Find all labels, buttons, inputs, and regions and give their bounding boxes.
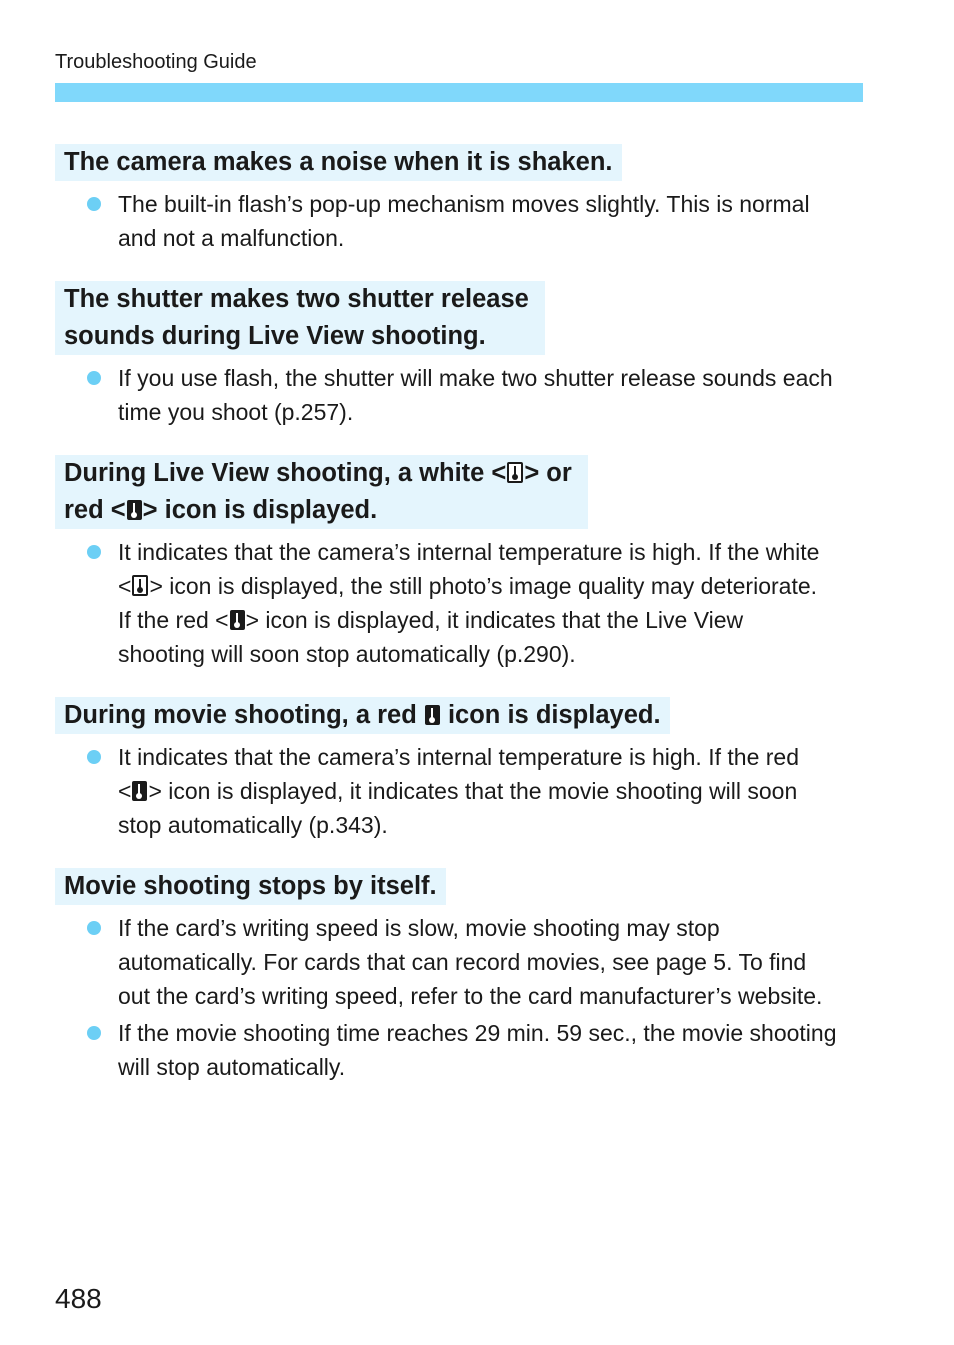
section-heading (55, 455, 588, 529)
text-line: < (118, 573, 132, 599)
heading-text: The camera makes a noise when it is shaken. (64, 148, 613, 176)
text-line: automatically. For cards that can record movies, see page 5. To find (118, 949, 807, 975)
section-heading (55, 144, 622, 181)
text-line: It indicates that the camera’s internal temperature is high. If the red (118, 744, 799, 770)
text-line: > icon is displayed, it indicates that the movie shooting will soon (148, 778, 798, 804)
bullet-list (55, 911, 863, 1084)
red-thermometer-icon (230, 610, 245, 630)
text-line: stop automatically (p.343). (118, 812, 388, 838)
text-line: < (118, 778, 132, 804)
text-line: shooting will soon stop automatically (p.290). (118, 641, 576, 667)
heading-text: Movie shooting stops by itself. (64, 872, 437, 900)
text-line: It indicates that the camera’s internal temperature is high. If the white (118, 539, 820, 565)
white-thermometer-icon (507, 462, 523, 483)
section-two-shutter-sounds (55, 281, 863, 429)
running-head: Troubleshooting Guide (55, 51, 257, 73)
heading-text: red < (64, 496, 126, 524)
text-line: will stop automatically. (118, 1054, 346, 1080)
section-temperature-icon-movie (55, 697, 863, 842)
bullet-dot-icon (87, 1026, 101, 1040)
heading-text: The shutter makes two shutter release (64, 285, 529, 313)
text-line: If the red < (118, 607, 229, 633)
text-line: out the card’s writing speed, refer to the card manufacturer’s website. (118, 983, 823, 1009)
bullet-dot-icon (87, 371, 101, 385)
bullet-dot-icon (87, 545, 101, 559)
heading-text: During movie shooting, a red (64, 701, 417, 729)
list-item (55, 187, 863, 255)
red-thermometer-icon (132, 781, 147, 801)
text-line: If the movie shooting time reaches 29 min. 59 sec., the movie shooting (118, 1020, 837, 1046)
heading-text: sounds during Live View shooting. (64, 322, 486, 350)
section-temperature-icon-live-view (55, 455, 863, 671)
heading-text: > or (524, 459, 572, 487)
section-heading (55, 868, 446, 905)
section-movie-stops (55, 868, 863, 1084)
bullet-dot-icon (87, 921, 101, 935)
list-item (55, 911, 863, 1013)
list-item (55, 1016, 863, 1084)
heading-text: During Live View shooting, a white < (64, 459, 507, 487)
red-thermometer-icon (127, 500, 142, 520)
bullet-list (55, 740, 863, 842)
list-item (55, 535, 863, 671)
bullet-list (55, 535, 863, 671)
bullet-dot-icon (87, 197, 101, 211)
text-line: > icon is displayed, it indicates that the Live View (245, 607, 744, 633)
page-number: 488 (55, 1283, 102, 1314)
section-heading (55, 281, 545, 355)
white-thermometer-icon (132, 575, 148, 596)
header-accent-bar (55, 83, 863, 102)
heading-text: > icon is displayed. (142, 496, 378, 524)
text-line: If the card’s writing speed is slow, movie shooting may stop (118, 915, 720, 941)
page-content (55, 144, 863, 1084)
text-line: If you use flash, the shutter will make two shutter release sounds each (118, 365, 833, 391)
text-line: > icon is displayed, the still photo’s image quality may deteriorate. (149, 573, 818, 599)
red-thermometer-icon (425, 705, 440, 725)
section-noise-when-shaken (55, 144, 863, 255)
bullet-list (55, 187, 863, 255)
bullet-dot-icon (87, 750, 101, 764)
text-line: time you shoot (p.257). (118, 399, 354, 425)
text-line: and not a malfunction. (118, 225, 345, 251)
list-item (55, 740, 863, 842)
section-heading (55, 697, 670, 734)
list-item (55, 361, 863, 429)
heading-text: icon is displayed. (447, 701, 661, 729)
text-line: The built-in flash’s pop-up mechanism moves slightly. This is normal (118, 191, 810, 217)
bullet-list (55, 361, 863, 429)
